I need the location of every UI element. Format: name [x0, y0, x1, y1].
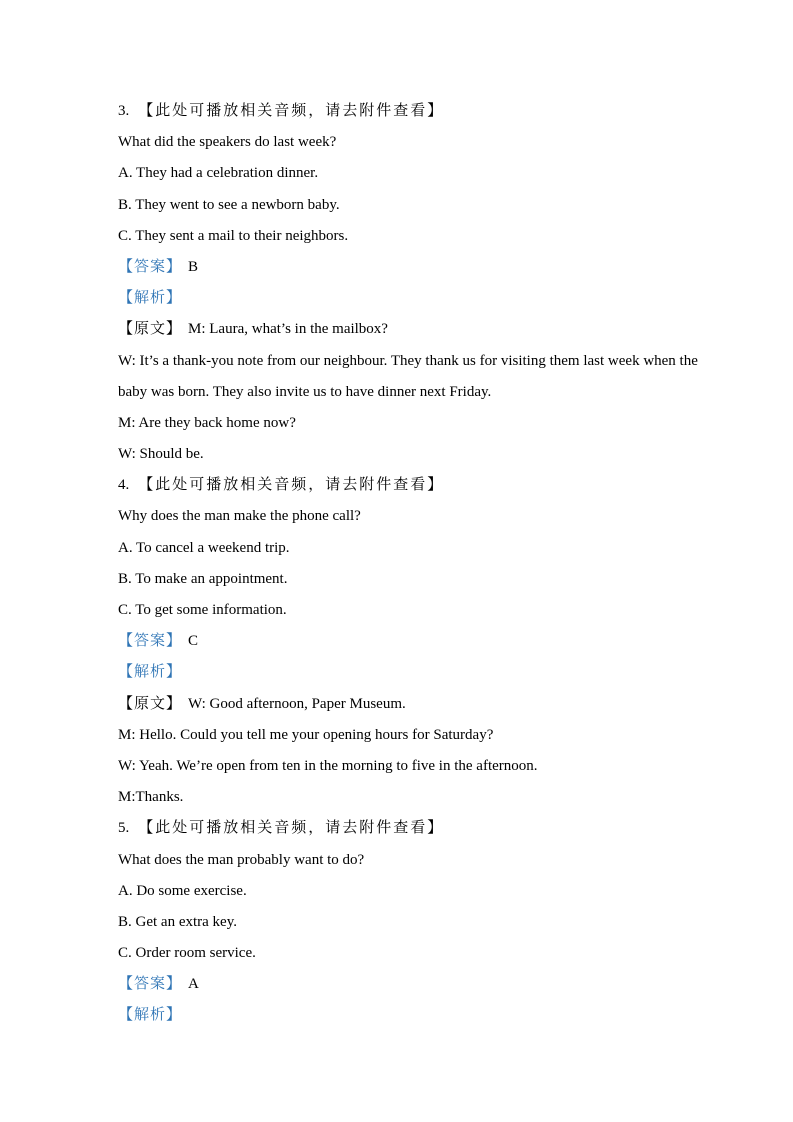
transcript-text: W: It’s a thank-you note from our neighbour. They thank us for visiting them last week when the	[118, 352, 698, 369]
question-4-transcript-line-2	[118, 720, 683, 751]
question-3-answer	[118, 252, 683, 283]
option-text: B. To make an appointment.	[118, 570, 288, 587]
audio-note: 【此处可播放相关音频，请去附件查看】	[138, 103, 445, 119]
option-text: C. Order room service.	[118, 945, 256, 962]
option-text: C. To get some information.	[118, 602, 287, 618]
document-content	[118, 96, 698, 1032]
question-number: 5.	[118, 820, 130, 837]
option-text: B. They went to see a newborn baby.	[118, 196, 340, 213]
question-number: 4.	[118, 477, 130, 494]
transcript-text: M: Hello. Could you tell me your opening hours for Saturday?	[118, 726, 494, 743]
question-3-transcript-line-5	[118, 439, 683, 470]
audio-note: 【此处可播放相关音频，请去附件查看】	[138, 820, 445, 837]
question-4-answer	[118, 626, 683, 657]
question-3-transcript-line-4	[118, 408, 683, 439]
audio-note: 【此处可播放相关音频，请去附件查看】	[138, 477, 445, 494]
answer-letter: B	[188, 258, 199, 275]
answer-label: 【答案】	[118, 633, 183, 650]
question-text: What does the man probably want to do?	[118, 851, 365, 868]
question-3-option-a	[118, 158, 683, 189]
question-5-option-b	[118, 907, 683, 938]
question-5-answer	[118, 969, 683, 1000]
question-5-option-c	[118, 938, 683, 969]
question-3-analysis	[118, 283, 683, 314]
option-text: A. Do some exercise.	[118, 882, 247, 899]
option-text: B. Get an extra key.	[118, 913, 237, 930]
question-3-transcript-line-3	[118, 377, 683, 408]
question-5-option-a	[118, 876, 683, 907]
transcript-text: M: Are they back home now?	[118, 414, 296, 431]
transcript-text: baby was born. They also invite us to have dinner next Friday.	[118, 383, 492, 400]
question-3-stem	[118, 127, 683, 158]
transcript-text: M: Laura, what’s in the mailbox?	[188, 321, 388, 338]
question-4-stem	[118, 501, 683, 532]
question-3-audio-note	[118, 96, 683, 127]
question-4-option-a	[118, 533, 683, 564]
analysis-label: 【解析】	[118, 1007, 183, 1024]
question-5-audio-note	[118, 813, 683, 844]
answer-label: 【答案】	[118, 258, 183, 275]
transcript-text: W: Yeah. We’re open from ten in the morning to five in the afternoon.	[118, 757, 538, 774]
option-text: A. They had a celebration dinner.	[118, 165, 319, 182]
question-3-transcript-line-2	[118, 346, 698, 377]
question-5-analysis	[118, 1000, 683, 1031]
question-4-analysis	[118, 657, 683, 688]
transcript-label: 【原文】	[118, 321, 183, 338]
transcript-label: 【原文】	[118, 695, 183, 712]
answer-letter: A	[188, 976, 199, 993]
question-text: What did the speakers do last week?	[118, 134, 337, 151]
question-text: Why does the man make the phone call?	[118, 508, 361, 525]
question-number: 3.	[118, 103, 130, 119]
answer-label: 【答案】	[118, 976, 183, 993]
question-3-option-c	[118, 221, 683, 252]
analysis-label: 【解析】	[118, 290, 183, 307]
question-3-transcript-line-1	[118, 314, 683, 345]
option-text: C. They sent a mail to their neighbors.	[118, 227, 349, 244]
transcript-text: W: Good afternoon, Paper Museum.	[188, 695, 406, 712]
option-text: A. To cancel a weekend trip.	[118, 539, 290, 556]
transcript-text: W: Should be.	[118, 446, 204, 463]
question-4-transcript-line-1	[118, 689, 683, 720]
analysis-label: 【解析】	[118, 664, 183, 681]
answer-letter: C	[188, 633, 199, 650]
question-4-option-b	[118, 564, 683, 595]
transcript-text: M:Thanks.	[118, 789, 184, 806]
question-3-option-b	[118, 190, 683, 221]
question-4-audio-note	[118, 470, 683, 501]
question-4-transcript-line-3	[118, 751, 683, 782]
question-4-transcript-line-4	[118, 782, 683, 813]
question-4-option-c	[118, 595, 683, 626]
question-5-stem	[118, 845, 683, 876]
